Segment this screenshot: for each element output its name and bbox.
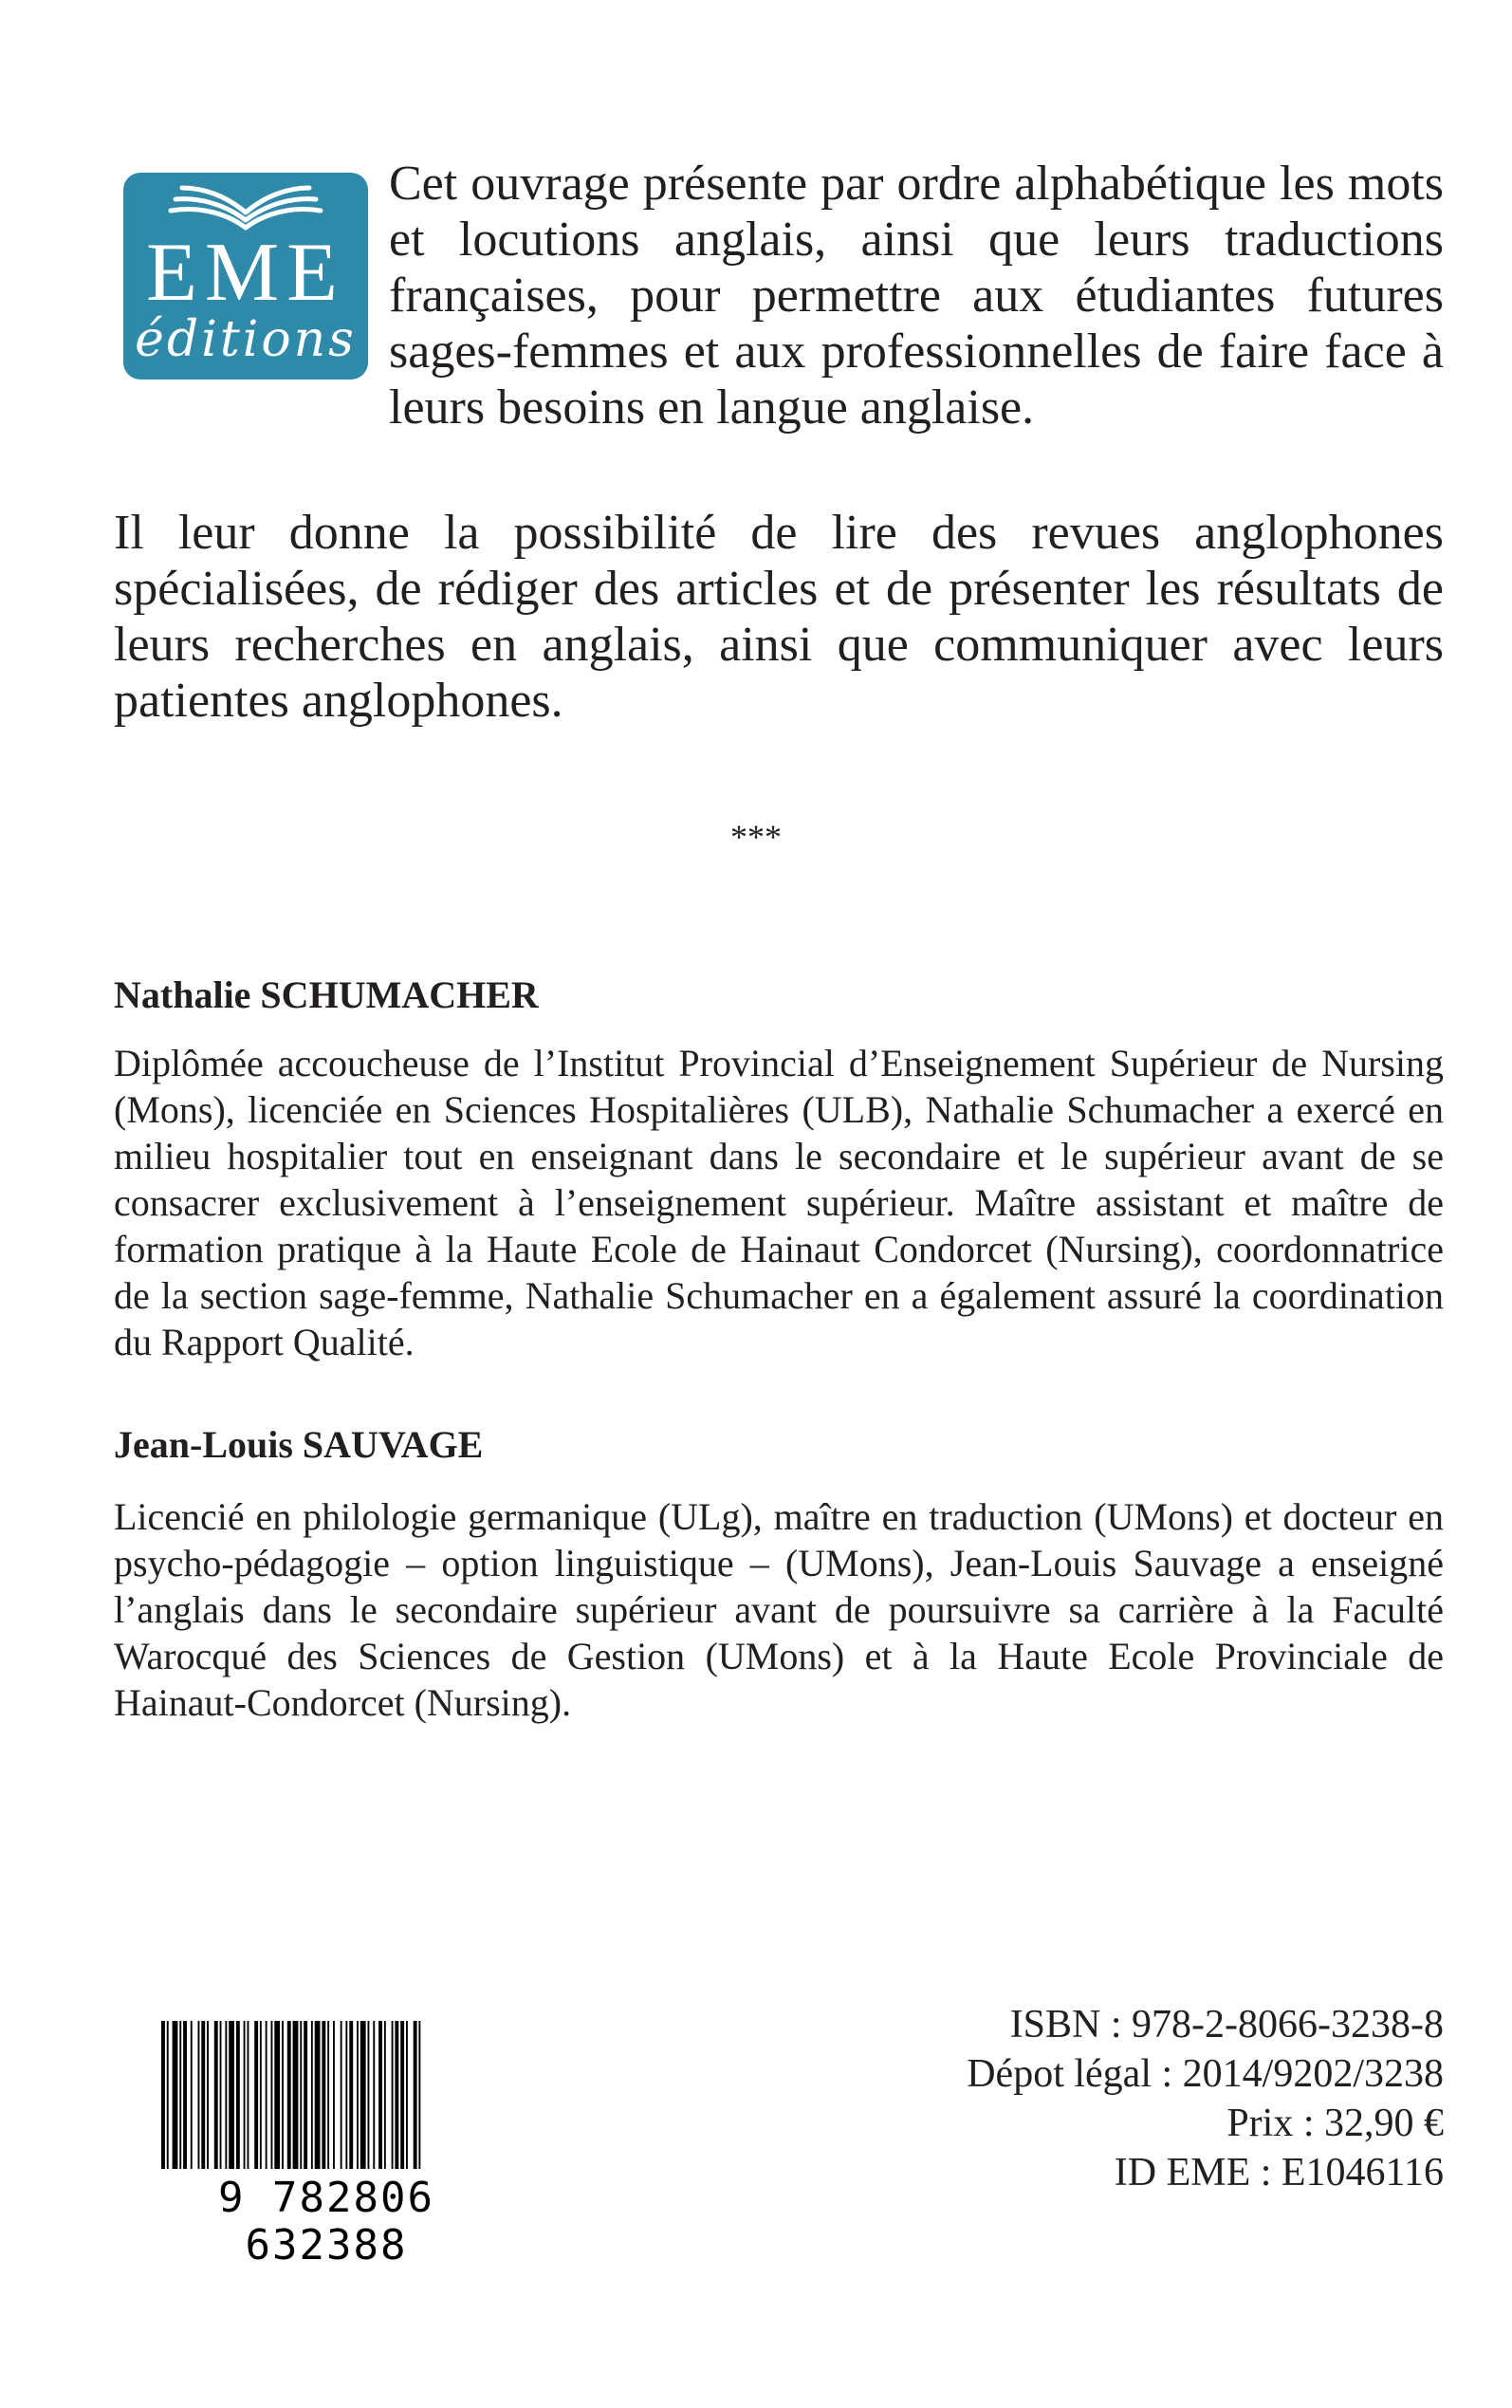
intro-paragraph: Cet ouvrage présente par ordre alphabétique les mots et locutions anglais, ainsi que leurs traductions françaises, pour permettre aux étudiantes futures sages-femmes et aux professionnelles de faire face à leurs besoins en langue anglaise.: [389, 157, 1444, 435]
section-separator: ***: [730, 818, 782, 856]
isbn: ISBN : 978-2-8066-3238-8: [1009, 2003, 1444, 2047]
barcode-number: 9 782806 632388: [218, 2174, 434, 2269]
second-paragraph: Il leur donne la possibilité de lire des revues anglophones spécialisées, de rédiger des articles et de présenter les résultats de leurs recherches en anglais, ainsi que communiquer avec leurs patientes anglophones.: [114, 506, 1444, 728]
barcode: [144, 2015, 508, 2269]
author-bio: Licencié en philologie germanique (ULg), maître en traduction (UMons) et docteur en psycho-pédagogie – option linguistique – (UMons), Jean-Louis Sauvage a enseigné l’anglais dans le secondaire supérieur avant de poursuivre sa carrière à la Faculté Warocqué des Sciences de Gestion (UMons) et à la Haute Ecole Provinciale de Hainaut-Condorcet (Nursing).: [114, 1495, 1444, 1724]
logo-letters: EME: [146, 227, 345, 319]
author-name: Nathalie SCHUMACHER: [114, 973, 539, 1016]
author-name: Jean-Louis SAUVAGE: [114, 1423, 484, 1466]
price: Prix : 32,90 €: [1226, 2102, 1444, 2145]
publisher-logo: [123, 173, 368, 380]
publication-info: [723, 2000, 1444, 2197]
logo-script: éditions: [135, 311, 357, 368]
legal-deposit: Dépot légal : 2014/9202/3238: [967, 2052, 1444, 2096]
author-bio: Diplômée accoucheuse de l’Institut Provincial d’Enseignement Supérieur de Nursing (Mons), licenciée en Sciences Hospitalières (ULB), Nathalie Schumacher a exercé en milieu hospitalier tout en enseignant dans le secondaire et le supérieur avant de se consacrer exclusivement à l’enseignement supérieur. Maître assistant et maître de formation pratique à la Haute Ecole de Hainaut Condorcet (Nursing), coordonnatrice de la section sage-femme, Nathalie Schumacher en a également assuré la coordination du Rapport Qualité.: [114, 1042, 1444, 1363]
publisher-id: ID EME : E1046116: [1114, 2151, 1444, 2195]
